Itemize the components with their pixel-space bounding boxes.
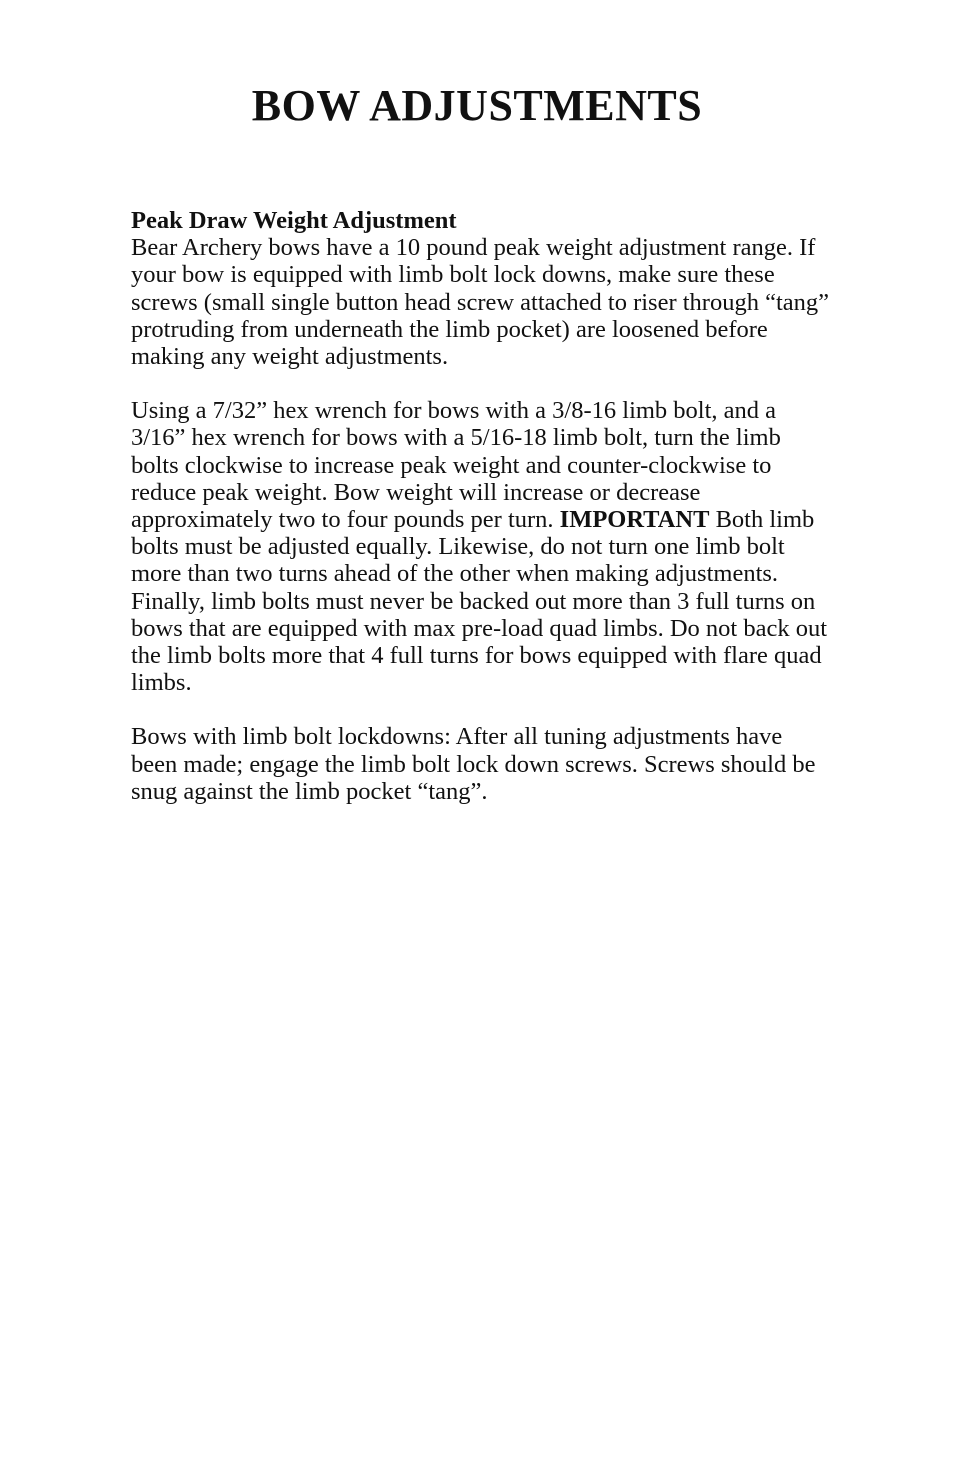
paragraph-text: Both limb bolts must be adjusted equally. Likewise, do not turn one limb bolt more than two turns ahead of the other when making adjustments. Finally, limb bolts must never be backed out more than 3 full turns on bows that are equipped with max pre-load quad limbs. Do not back out the limb bolts more that 4 full turns for bows equipped with flare quad limbs. [131,506,828,697]
paragraph-lockdowns: Bows with limb bolt lockdowns: After all tuning adjustments have been made; engage the limb bolt lock down screws. Screws should be snug against the limb pocket “tang”. [131,723,816,805]
paragraph-peak-weight-range: Bear Archery bows have a 10 pound peak weight adjustment range. If your bow is equipped with limb bolt lock downs, make sure these screws (small single button head screw attached to riser through “tang” protruding from underneath the limb pocket) are loosened before making any weight adjustments. [131,234,830,371]
paragraph-text: Using a 7/32” hex wrench for bows with a 3/8-16 limb bolt, and a 3/16” hex wrench for bows with a 5/16-18 limb bolt, turn the limb bolts clockwise to increase peak weight and counter-clockwise to reduce peak weight. Bow weight will increase or decrease approximately two to four pounds per turn. [131,397,781,534]
paragraph-limb-bolt-instructions [131,397,831,696]
important-label: IMPORTANT [559,506,710,534]
section-heading: Peak Draw Weight Adjustment [131,207,457,234]
page-title: BOW ADJUSTMENTS [251,81,703,130]
document-body [131,207,831,832]
